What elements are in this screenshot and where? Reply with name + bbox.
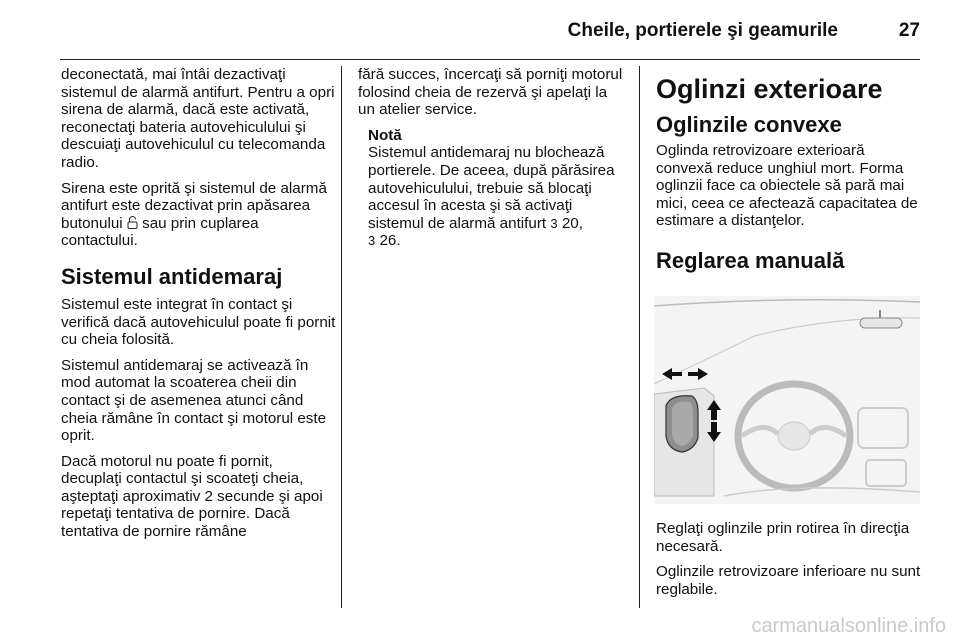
column-divider — [639, 66, 640, 608]
paragraph-text: sau prin cuplarea contactului. — [61, 214, 259, 250]
page-reference[interactable]: 20, — [561, 214, 583, 232]
column-middle — [358, 66, 624, 258]
reference-arrow-icon: 3 — [368, 233, 376, 249]
column-right — [656, 66, 922, 606]
subsection-heading: Oglinzile convexe — [656, 112, 842, 137]
column-left — [61, 66, 337, 549]
watermark: carmanualsonline.info — [751, 615, 946, 637]
page-number: 27 — [898, 20, 920, 41]
paragraph-text: Sirena este oprită şi sistemul de alarmă antifurt este dezactivat prin apăsarea butonului — [61, 179, 327, 232]
lock-open-icon — [127, 216, 138, 229]
paragraph: Dacă motorul nu poate fi pornit, decuplaţi contactul şi scoateţi cheia, aşteptaţi aproximativ 2 secunde şi apoi repetaţi tentativa de pornire. Dacă tentativa de pornire rămâne — [61, 452, 323, 541]
section-heading: Sistemul antidemaraj — [61, 263, 283, 289]
paragraph: Oglinda retrovizoare exterioară convexă reduce unghiul mort. Forma oglinzii face ca obiectele să pară mai mici, ceea ce afectează capacitatea de estimare a distanţelor. — [656, 142, 918, 230]
paragraph: Oglinzile retrovizoare inferioare nu sunt reglabile. — [656, 563, 921, 598]
paragraph — [61, 180, 337, 250]
paragraph: deconectată, mai întâi dezactivaţi sistemul de alarmă antifurt. Pentru a opri sirena de alarmă, dacă este activată, reconectaţi bateria autovehiculului şi descuiaţi autovehiculul cu telecomanda radio. — [61, 66, 335, 171]
paragraph: fără succes, încercaţi să porniţi motorul folosind cheia de rezervă şi apelaţi la un atelier service. — [358, 66, 623, 119]
subsection-heading: Reglarea manuală — [656, 247, 845, 273]
illustration-svg — [654, 296, 920, 504]
column-divider — [341, 66, 342, 608]
note-text — [368, 144, 624, 250]
note-title: Notă — [368, 126, 402, 144]
header-rule — [60, 59, 920, 60]
section-heading: Oglinzi exterioare — [656, 74, 883, 104]
mirror-adjustment-illustration — [654, 296, 920, 504]
reference-arrow-icon: 3 — [550, 215, 558, 231]
chapter-title: Cheile, portierele şi geamurile — [567, 20, 838, 41]
note-body: Sistemul antidemaraj nu blochează portierele. De aceea, după părăsirea autovehiculului, trebuie să blocaţi accesul în acesta şi să activaţi sistemul de alarmă antifurt — [368, 144, 615, 232]
paragraph: Reglaţi oglinzile prin rotirea în direcţia necesară. — [656, 519, 910, 555]
paragraph: Sistemul antidemaraj se activează în mod automat la scoaterea cheii din contact şi de asemenea atunci când cheia rămâne în contact şi motorul este oprit. — [61, 356, 327, 445]
page-header — [0, 0, 960, 60]
page-reference[interactable]: 26. — [379, 232, 401, 250]
note-box — [368, 127, 624, 250]
paragraph: Sistemul este integrat în contact şi verifică dacă autovehiculul poate fi pornit cu cheia folosită. — [61, 295, 336, 349]
